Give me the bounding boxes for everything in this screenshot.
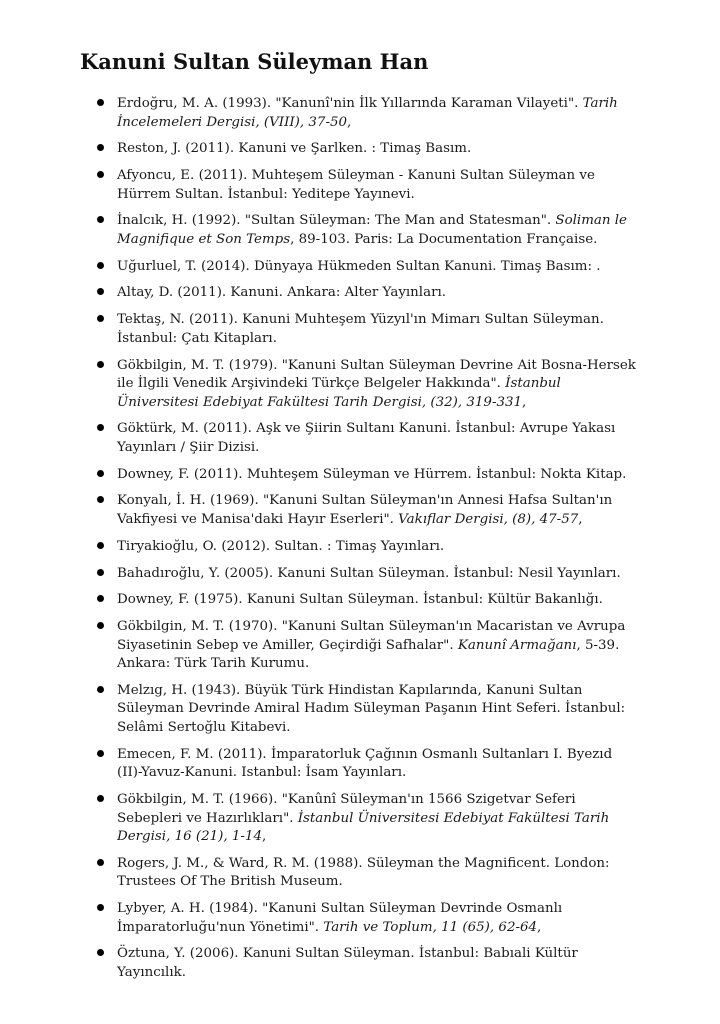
reference-item	[95, 492, 640, 529]
reference-tail: ,	[261, 829, 267, 845]
reference-text: Uğurluel, T. (2014). Dünyaya Hükmeden Sultan Kanuni. Timaş Basım: .	[117, 258, 601, 274]
bullet-icon	[97, 361, 104, 368]
bullet-icon	[97, 262, 104, 269]
reference-text: Afyoncu, E. (2011). Muhteşem Süleyman - Kanuni Sultan Süleyman ve Hürrem Sultan. İstanbul: Yeditepe Yayınevi.	[117, 168, 595, 202]
page-title: Kanuni Sultan Süleyman Han	[80, 49, 429, 74]
reference-item	[95, 140, 640, 159]
reference-item	[95, 791, 640, 847]
bullet-icon	[97, 622, 104, 629]
reference-text: Gökbilgin, M. T. (1979). "Kanuni Sultan Süleyman Devrine Ait Bosna-Hersek ile İlgili Venedik Arşivindeki Türkçe Belgeler Hakkında".	[117, 357, 636, 392]
bullet-icon	[97, 144, 104, 151]
reference-text: Emecen, F. M. (2011). İmparatorluk Çağının Osmanlı Sultanları I. Byezıd (II)-Yavuz-Kanuni. Istanbul: İsam Yayınları.	[117, 746, 613, 781]
reference-list	[95, 95, 640, 991]
reference-text: Göktürk, M. (2011). Aşk ve Şiirin Sultanı Kanuni. İstanbul: Avrupe Yakası Yayınları / Şiir Dizisi.	[117, 421, 616, 455]
reference-source: Tarih ve Toplum, 11 (65), 62-64	[323, 919, 538, 935]
reference-item	[95, 945, 640, 982]
reference-text: Lybyer, A. H. (1984). "Kanuni Sultan Süleyman Devrinde Osmanlı İmparatorluğu'nun Yönetimi".	[117, 901, 563, 935]
reference-item	[95, 167, 640, 204]
bullet-icon	[97, 859, 104, 866]
reference-text: Rogers, J. M., & Ward, R. M. (1988). Süleyman the Magnificent. London: Trustees Of The British Museum.	[117, 855, 610, 890]
reference-item	[95, 538, 640, 557]
bullet-icon	[97, 795, 104, 802]
reference-item	[95, 258, 640, 277]
reference-source: İstanbul Üniversitesi Edebiyat Fakültesi Tarih Dergisi, 16 (21), 1-14	[117, 810, 610, 845]
reference-item	[95, 420, 640, 457]
reference-tail: ,	[537, 919, 542, 935]
reference-item	[95, 746, 640, 783]
reference-text: Downey, F. (1975). Kanuni Sultan Süleyman. İstanbul: Kültür Bakanlığı.	[117, 592, 603, 608]
reference-item	[95, 591, 640, 610]
reference-item	[95, 855, 640, 892]
reference-item	[95, 466, 640, 485]
bullet-icon	[97, 496, 104, 503]
bullet-icon	[97, 949, 104, 956]
bullet-icon	[97, 99, 104, 106]
reference-text: Tiryakioğlu, O. (2012). Sultan. : Timaş Yayınları.	[117, 538, 445, 554]
reference-source: Kanunî Armağanı	[457, 637, 577, 653]
reference-tail: , 89-103. Paris: La Documentation Française.	[290, 231, 598, 247]
reference-text: Melzıg, H. (1943). Büyük Türk Hindistan Kapılarında, Kanuni Sultan Süleyman Devrinde Amiral Hadım Süleyman Paşanın Hint Seferi. İstanbul: Selâmi Sertoğlu Kitabevi.	[117, 682, 626, 735]
reference-source: Soliman le Magnifique et Son Temps	[117, 213, 627, 247]
bullet-icon	[97, 542, 104, 549]
reference-text: Reston, J. (2011). Kanuni ve Şarlken. : Timaş Basım.	[117, 141, 472, 157]
bullet-icon	[97, 750, 104, 757]
reference-tail: ,	[578, 511, 583, 527]
bullet-icon	[97, 595, 104, 602]
bullet-icon	[97, 569, 104, 576]
reference-item	[95, 311, 640, 348]
bullet-icon	[97, 686, 104, 693]
reference-item	[95, 618, 640, 674]
bullet-icon	[97, 216, 104, 223]
bullet-icon	[97, 424, 104, 431]
reference-tail: , 5-39. Ankara: Türk Tarih Kurumu.	[117, 637, 620, 672]
reference-source: İstanbul Üniversitesi Edebiyat Fakültesi Tarih Dergisi, (32), 319-331	[117, 376, 561, 410]
reference-text: Konyalı, İ. H. (1969). "Kanuni Sultan Süleyman'ın Annesi Hafsa Sultan'ın Vakfiyesi ve Manisa'daki Hayır Eserleri".	[117, 493, 613, 527]
reference-text: Altay, D. (2011). Kanuni. Ankara: Alter Yayınları.	[117, 285, 447, 301]
reference-item	[95, 95, 640, 132]
reference-text: Gökbilgin, M. T. (1970). "Kanuni Sultan Süleyman'ın Macaristan ve Avrupa Siyasetinin Sebep ve Amiller, Geçirdiği Safhalar".	[117, 619, 626, 653]
reference-item	[95, 357, 640, 413]
reference-item	[95, 284, 640, 303]
reference-text: Gökbilgin, M. T. (1966). "Kanûnî Süleyman'ın 1566 Szigetvar Seferi Sebepleri ve Hazırlıkları".	[117, 792, 576, 826]
reference-tail: ,	[522, 394, 527, 410]
bullet-icon	[97, 904, 104, 911]
reference-source: Vakıflar Dergisi, (8), 47-57	[398, 511, 579, 527]
reference-item	[95, 212, 640, 249]
bullet-icon	[97, 171, 104, 178]
reference-text: Tektaş, N. (2011). Kanuni Muhteşem Yüzyıl'ın Mimarı Sultan Süleyman. İstanbul: Çatı Kitapları.	[117, 312, 604, 346]
bullet-icon	[97, 470, 104, 477]
reference-text: Downey, F. (2011). Muhteşem Süleyman ve Hürrem. İstanbul: Nokta Kitap.	[117, 466, 627, 482]
reference-text: Bahadıroğlu, Y. (2005). Kanuni Sultan Süleyman. İstanbul: Nesil Yayınları.	[117, 565, 621, 581]
reference-text: Erdoğru, M. A. (1993). "Kanunî'nin İlk Yıllarında Karaman Vilayeti".	[117, 96, 583, 111]
bullet-icon	[97, 315, 104, 322]
reference-tail: ,	[347, 114, 352, 130]
reference-text: Öztuna, Y. (2006). Kanuni Sultan Süleyman. İstanbul: Babıali Kültür Yayıncılık.	[117, 946, 578, 980]
reference-item	[95, 900, 640, 937]
reference-item	[95, 565, 640, 584]
reference-text: İnalcık, H. (1992). "Sultan Süleyman: The Man and Statesman".	[117, 213, 556, 229]
reference-source: Tarih İncelemeleri Dergisi, (VIII), 37-50	[117, 96, 618, 130]
bullet-icon	[97, 288, 104, 295]
reference-item	[95, 682, 640, 738]
